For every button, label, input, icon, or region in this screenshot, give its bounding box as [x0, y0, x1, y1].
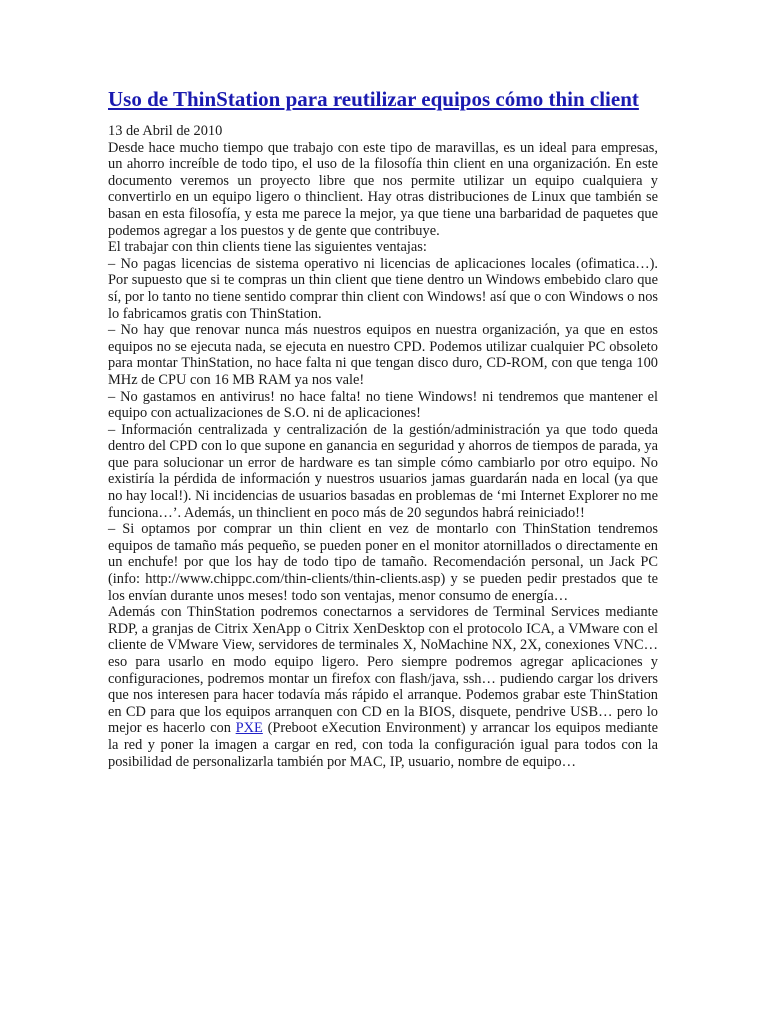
advantage-item-centralization: – Información centralizada y centralización de la gestión/administración ya que todo queda dentro del CPD con lo que supone en ganancia en seguridad y ahorros de tiempos de parada, ya que para solucionar un error de hardware es tan simple cómo cambiarlo por otro equipo. No existiría la pérdida de información y nuestros usuarios jamas guardarán nada en local (ya que no hay local!). Ni incidencias de usuarios basadas en problemas de ‘mi Internet Explorer no me funciona…’. Además, un thinclient en poco más de 20 segundos habrá reiniciado!!: [108, 421, 658, 521]
advantage-item-licenses: – No pagas licencias de sistema operativo ni licencias de aplicaciones locales (ofimatica…). Por supuesto que si te compras un thin client que tiene dentro un Windows embebido claro que sí, por lo tanto no tiene sentido comprar thin client con Windows! así que o con Windows o nos lo fabricamos gratis con ThinStation.: [108, 255, 658, 322]
article-body: [108, 123, 658, 770]
document-page: [108, 87, 658, 770]
closing-text-after-link: (Preboot eXecution Environment) y arrancar los equipos mediante la red y poner la imagen a cargar en red, con toda la configuración igual para todos con la posibilidad de personalizarla también por MAC, IP, usuario, nombre de equipo…: [108, 720, 658, 770]
closing-paragraph: [108, 604, 658, 770]
article-title-link[interactable]: Uso de ThinStation para reutilizar equipos cómo thin client: [108, 87, 639, 111]
article-date: 13 de Abril de 2010: [108, 123, 223, 139]
intro-paragraph: Desde hace mucho tiempo que trabajo con este tipo de maravillas, es un ideal para empresas, un ahorro increíble de todo tipo, el uso de la filosofía thin client en una organización. En este documento veremos un proyecto libre que nos permite utilizar un equipo cualquiera y convertirlo en un equipo ligero o thinclient. Hay otras distribuciones de Linux que también se basan en esta filosofía, y esta me parece la mejor, ya que tiene una barbaridad de paquetes que podemos agregar a los puestos y de gente que contribuye.: [108, 139, 658, 239]
advantage-item-size: – Si optamos por comprar un thin client en vez de montarlo con ThinStation tendremos equipos de tamaño más pequeño, se pueden poner en el monitor atornillados o directamente en un enchufe! por que los hay de todo tipo de tamaño. Recomendación personal, un Jack PC (info: http://www.chippc.com/thin-clients/thin-clients.asp) y se pueden pedir prestados que te los envían durante unos meses! todo son ventajas, menor consumo de energía…: [108, 521, 658, 604]
pxe-link[interactable]: PXE: [235, 720, 263, 737]
advantages-intro: El trabajar con thin clients tiene las siguientes ventajas:: [108, 239, 427, 256]
advantage-item-hardware-renewal: – No hay que renovar nunca más nuestros equipos en nuestra organización, ya que en estos equipos no se ejecuta nada, se ejecuta en nuestro CPD. Podemos utilizar cualquier PC obsoleto para montar ThinStation, no hace falta ni que tengan disco duro, CD-ROM, con que tenga 100 MHz de CPU con 16 MB RAM ya nos vale!: [108, 322, 658, 388]
advantage-item-antivirus: – No gastamos en antivirus! no hace falta! no tiene Windows! ni tendremos que mantener el equipo con actualizaciones de S.O. ni de aplicaciones!: [108, 388, 658, 422]
closing-text-before-link: Además con ThinStation podremos conectarnos a servidores de Terminal Services mediante RDP, a granjas de Citrix XenApp o Citrix XenDesktop con el protocolo ICA, a VMware con el cliente de VMware View, servidores de terminales X, NoMachine NX, 2X, conexiones VNC… eso para usarlo en modo equipo ligero. Pero siempre podremos agregar aplicaciones y configuraciones, podremos montar un firefox con flash/java, ssh… pudiendo cargar los drivers que nos interesen para hacer todavía más rápido el arranque. Podemos grabar este ThinStation en CD para que los equipos arranquen con CD en la BIOS, disquete, pendrive USB… pero lo mejor es hacerlo con: [108, 604, 658, 737]
